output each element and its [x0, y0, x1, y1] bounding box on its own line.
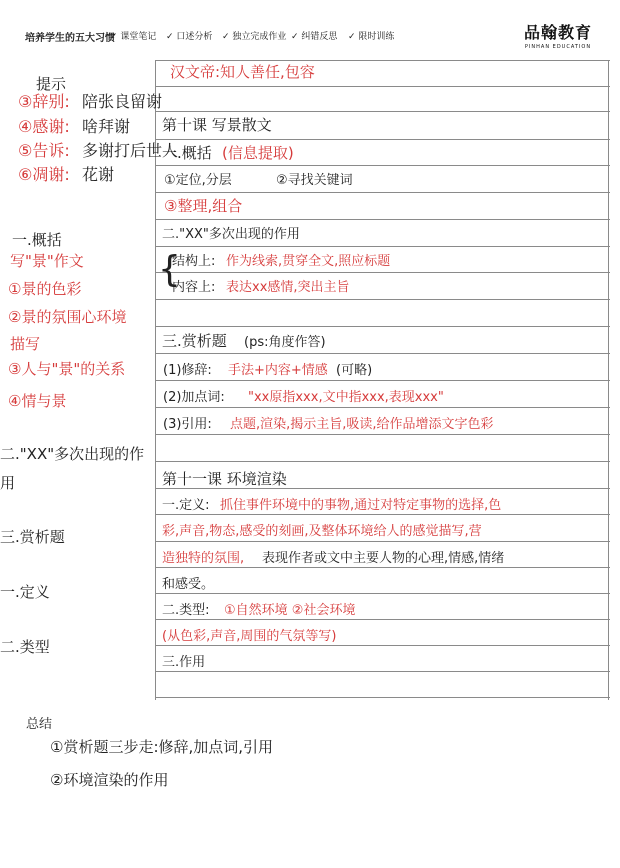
rule-line	[155, 671, 610, 672]
summary-item: ①赏析题三步走:修辞,加点词,引用	[50, 738, 274, 756]
item-label: (2)加点词:	[163, 390, 225, 405]
rule-line	[155, 514, 610, 515]
tip-text: 多谢打后世人	[82, 141, 179, 160]
habits-title: 培养学生的五大习惯	[25, 33, 115, 44]
tip-number: ④感谢:	[18, 117, 70, 136]
item-label: 内容上:	[172, 280, 216, 295]
step-item: ②寻找关键词	[276, 173, 353, 188]
logo-text: 品翰教育	[523, 23, 592, 42]
rule-line	[155, 192, 610, 193]
tip-text: 花谢	[82, 165, 115, 184]
outline-item: 用	[0, 474, 16, 492]
rule-line	[155, 219, 610, 220]
outline-item: 三.赏析题	[0, 528, 65, 546]
rule-line	[155, 567, 610, 568]
item-text: 点题,渲染,揭示主旨,吸读,给作品增添文字色彩	[230, 417, 494, 432]
outline-item: 写"景"作文	[10, 252, 84, 270]
rule-line	[155, 246, 610, 247]
item-label: 结构上:	[172, 254, 216, 269]
page-header	[0, 0, 620, 52]
item-label: (3)引用:	[163, 417, 212, 432]
rule-line	[155, 353, 610, 354]
outline-item: 描写	[10, 335, 41, 353]
summary-title: 总结	[26, 717, 53, 732]
habit-item: ✓ 限时训练	[348, 32, 395, 42]
tip-text: 陪张良留谢	[82, 92, 163, 111]
rule-line	[155, 488, 610, 489]
item-text: 作为线索,贯穿全文,照应标题	[226, 254, 391, 269]
section-note: (ps:角度作答)	[244, 335, 326, 350]
rule-line	[155, 434, 610, 435]
step-item: ③整理,组合	[164, 197, 243, 215]
item-note: (从色彩,声音,周围的气氛等写)	[162, 629, 337, 644]
rule-line	[155, 619, 610, 620]
rule-line	[155, 299, 610, 300]
item-note: (可略)	[336, 363, 373, 378]
outline-item: 二."XX"多次出现的作	[0, 445, 145, 463]
step-item: ①定位,分层	[164, 173, 232, 188]
item-label: 二.类型:	[162, 603, 210, 618]
item-text: 彩,声音,物态,感受的刻画,及整体环境给人的感觉描写,营	[162, 524, 482, 539]
rule-line	[155, 86, 610, 87]
habit-item: ✓ 课堂笔记	[110, 32, 157, 42]
rule-line	[155, 380, 610, 381]
section-title: 二."XX"多次出现的作用	[162, 227, 300, 242]
item-text: "xx原指xxx,文中指xxx,表现xxx"	[248, 390, 444, 405]
rule-line	[155, 165, 610, 166]
outline-item: 一.概括	[12, 231, 62, 249]
item-label: 三.作用	[162, 655, 206, 670]
rule-line	[155, 541, 610, 542]
tip-text: 啥拜谢	[82, 117, 131, 136]
item-text: 和感受。	[162, 577, 215, 592]
rule-line	[155, 272, 610, 273]
rule-line	[155, 697, 610, 698]
habit-item: ✓ 独立完成作业	[222, 32, 287, 42]
lesson-title: 第十一课 环境渲染	[162, 470, 287, 488]
rule-line	[155, 593, 610, 594]
rule-line	[155, 645, 610, 646]
outline-item: 一.定义	[0, 583, 50, 601]
section-note: (信息提取)	[222, 144, 294, 162]
item-text: 造独特的氛围,	[162, 551, 245, 566]
rule-line	[155, 139, 610, 140]
brand-logo	[523, 20, 593, 50]
outline-item: ②景的氛围心环境	[8, 308, 127, 326]
item-text: ①自然环境 ②社会环境	[224, 603, 356, 618]
tip-number: ⑤告诉:	[18, 141, 70, 160]
rule-line	[155, 111, 610, 112]
item-label: 一.定义:	[162, 498, 210, 513]
outline-item: ①景的色彩	[8, 280, 82, 298]
habit-item: ✓ 纠错反思	[291, 32, 338, 42]
lesson-title: 第十课 写景散文	[162, 116, 272, 134]
section-title: 三.赏析题	[162, 332, 227, 350]
outline-item: ③人与"景"的关系	[8, 360, 126, 378]
rule-line	[155, 326, 610, 327]
tip-number: ⑥凋谢:	[18, 165, 70, 184]
summary-item: ②环境渲染的作用	[50, 771, 169, 789]
item-text: 手法+内容+情感	[228, 363, 328, 378]
tip-number: ③辞别:	[18, 92, 70, 111]
rule-line	[155, 461, 610, 462]
outline-item: ④情与景	[8, 392, 67, 410]
item-text: 抓住事件环境中的事物,通过对特定事物的选择,色	[220, 498, 502, 513]
outline-item: 二.类型	[0, 638, 50, 656]
logo-subtext: PINHAN EDUCATION	[524, 44, 592, 50]
habit-item: ✓ 口述分析	[166, 32, 213, 42]
brace-mark: {	[158, 249, 181, 290]
item-label: (1)修辞:	[163, 363, 212, 378]
item-text: 表现作者或文中主要人物的心理,情感,情绪	[262, 551, 505, 566]
rule-line	[155, 60, 610, 61]
item-text: 表达xx感情,突出主旨	[226, 280, 350, 295]
rule-line	[155, 407, 610, 408]
tips-title: 提示	[36, 75, 67, 93]
section-title: 一.概括	[162, 144, 212, 162]
top-note: 汉文帝:知人善任,包容	[170, 63, 315, 81]
